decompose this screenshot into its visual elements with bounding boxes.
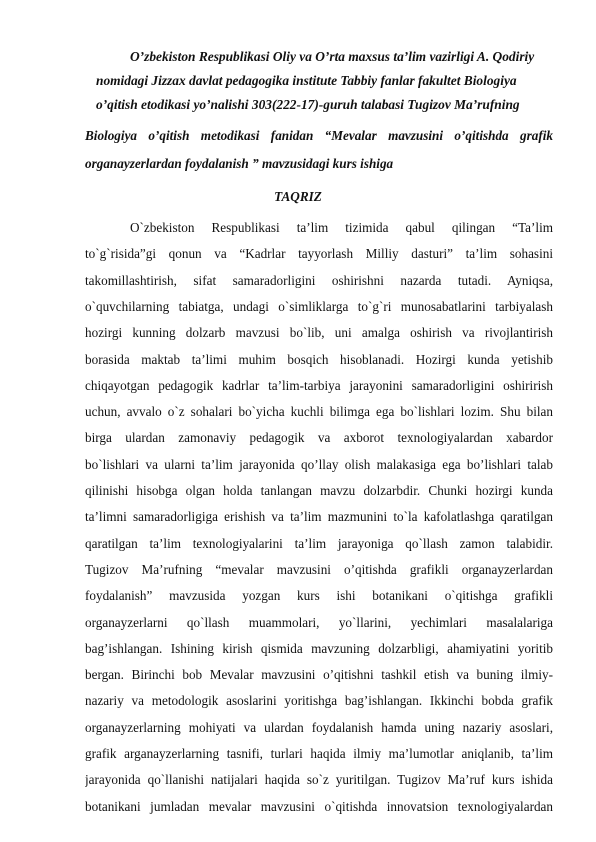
body-line: foydalanish” mavzusida yozgan kurs ishi botanikani o`qitishga grafikli <box>85 588 553 604</box>
body-line: borasida maktab ta’limi muhim bosqich hisoblanadi. Hozirgi kunda yetishib <box>85 351 553 367</box>
body-line: ta’limni samaradorligiga erishish va ta’lim mazmunini to`la kafolatlashga qaratilgan <box>85 509 553 525</box>
body-line: grafik arganayzerlarning tasnifi, turlari haqida ilmiy ma’lumotlar aniqlanib, ta’lim <box>85 746 553 761</box>
body-line: takomillashtirish, sifat samaradorligini oshirishni nazarda tutadi. Ayniqsa, <box>85 272 553 288</box>
header-line-2: nomidagi Jizzax davlat pedagogika institute Tabbiy fanlar fakultet Biologiya <box>96 73 517 88</box>
body-line: qaratilgan ta’lim texnologiyalarini ta’lim jarayoniga qo`llash zamon talabidir. <box>85 535 553 551</box>
body-line: o`quvchilarning tabiatga, undagi o`simliklarga to`g`ri munosabatlarini tarbiyalash <box>85 298 553 314</box>
document-title: TAQRIZ <box>274 189 322 204</box>
body-line: bag’ishlangan. Ishining kirish qismida mavzuning dolzarbligi, ahamiyatini yoritib <box>85 640 553 656</box>
body-line: jarayonida qo`llanishi natijalari haqida so`z yuritilgan. Tugizov Ma’ruf kurs ishida <box>85 772 553 788</box>
body-line: bo`lishlari va ularni ta’lim jarayonida qo’llay olish malakasiga ega bo’lishlari talab <box>85 456 553 472</box>
header-line-3: o’qitish etodikasi yo’nalishi 303(222-17)-guruh talabasi Tugizov Ma’rufning <box>96 97 520 112</box>
body-line: to`g`risida”gi qonun va “Kadrlar tayyorlash Milliy dasturi” ta’lim sohasini <box>85 246 553 262</box>
body-line: Tugizov Ma’rufning “mevalar mavzusini o’qitishda grafikli organayzerlardan <box>85 561 553 577</box>
body-line: qilinishi hisobga olgan holda tanlangan mavzu dolzarbdir. Chunki hozirgi kunda <box>85 483 553 498</box>
header-line-1: O’zbekiston Respublikasi Oliy va O’rta maxsus ta’lim vazirligi A. Qodiriy <box>130 49 535 64</box>
body-line: O`zbekiston Respublikasi ta’lim tizimida qabul qilingan “Ta’lim <box>130 220 553 235</box>
body-line: bergan. Birinchi bob Mevalar mavzusini o’qitishni tashkil etish va buning ilmiy- <box>85 667 553 683</box>
subject-line-2: organayzerlardan foydalanish ” mavzusidagi kurs ishiga <box>85 156 394 171</box>
body-line: botanikani jumladan mevalar mavzusini o`qitishda innovatsion texnologiyalardan <box>85 798 553 814</box>
body-line: nazariy va metodologik asoslarini yoritishga bag’ishlangan. Ikkinchi bobda grafik <box>85 693 553 709</box>
body-line: chiqayotgan pedagogik kadrlar ta’lim-tarbiya jarayonini samaradorligini oshirirish <box>85 377 553 393</box>
subject-line-1: Biologiya o’qitish metodikasi fanidan “Mevalar mavzusini o’qitishda grafik <box>85 128 553 143</box>
body-line: organayzerlarni qo`llash muammolari, yo`llarini, yechimlari masalalariga <box>85 614 553 630</box>
body-line: organayzerlarning mohiyati va ulardan foydalanish hamda uning nazariy asoslari, <box>85 719 553 735</box>
body-line: uchun, avvalo o`z sohalari bo`yicha kuchli bilimga ega bo`lishlari lozim. Shu bilan <box>85 404 553 420</box>
body-line: birga ulardan zamonaviy pedagogik va axborot texnologiyalardan xabardor <box>85 430 553 446</box>
body-line: hozirgi kunning dolzarb mavzusi bo`lib, uni amalga oshirish va rivojlantirish <box>85 325 553 341</box>
